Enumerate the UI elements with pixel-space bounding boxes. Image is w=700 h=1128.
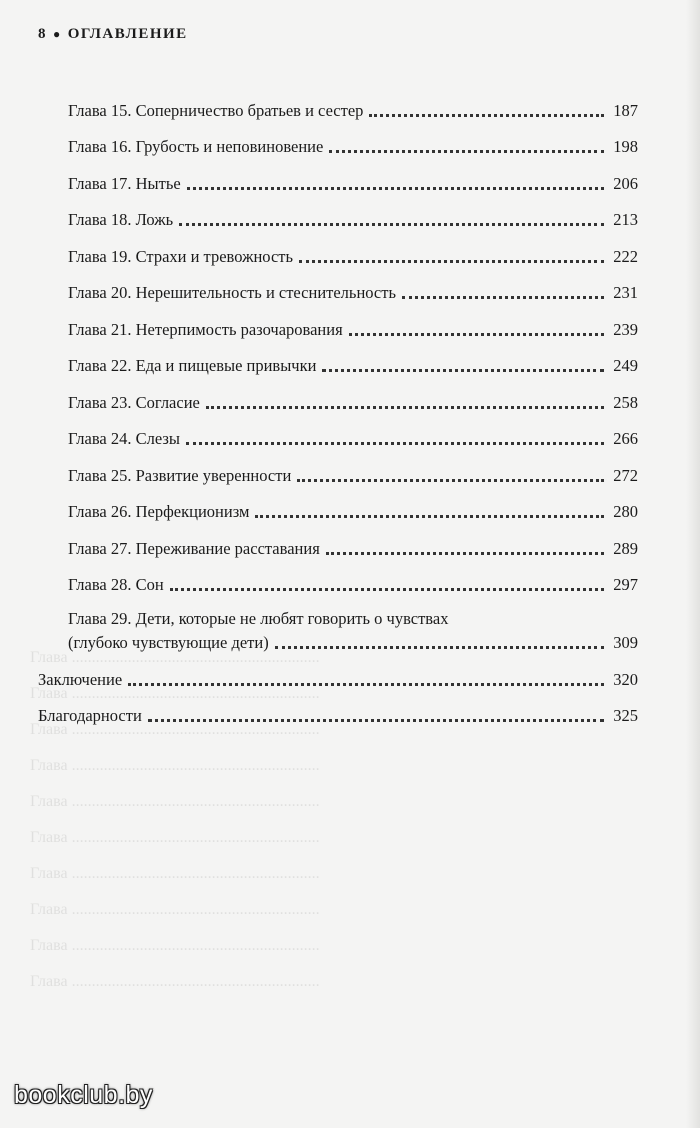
toc-entry-label: Глава 17. Нытье [68,173,181,193]
toc-entry-page: 258 [613,392,638,412]
dot-leader [326,552,604,555]
toc-entry-chapter-27[interactable] [38,524,638,561]
toc-entry-chapter-23[interactable] [38,378,638,415]
dot-leader [299,260,604,263]
toc-entry-label: Глава 18. Ложь [68,210,174,229]
toc-entry-label: Заключение [38,669,123,689]
toc-entry-label: Глава 25. Развитие уверенности [68,465,292,485]
table-of-contents [38,86,638,728]
watermark: bookclub.by [14,1081,153,1109]
toc-entry-page: 309 [613,633,638,652]
page-number: 8 [38,26,47,42]
toc-entry-page: 297 [613,575,638,594]
toc-entry-chapter-25[interactable] [38,451,638,488]
toc-entry-page: 213 [613,210,638,229]
toc-entry-label: Глава 27. Переживание расставания [68,538,320,558]
toc-entry-conclusion[interactable] [38,655,638,692]
toc-entry-label: Глава 24. Слезы [68,429,180,448]
toc-entry-chapter-19[interactable] [38,232,638,269]
toc-entry-chapter-28[interactable] [38,561,638,598]
dot-leader [402,296,604,299]
toc-entry-label: Глава 22. Еда и пищевые привычки [68,356,317,375]
toc-entry-chapter-16[interactable] [38,123,638,160]
bullet-icon: ● [53,27,62,41]
dot-leader [170,588,604,591]
toc-entry-chapter-22[interactable] [38,342,638,379]
toc-entry-label: Глава 26. Перфекционизм [68,502,250,521]
toc-entry-label: Глава 16. Грубость и неповиновение [68,137,324,156]
toc-entry-label: Глава 20. Нерешительность и стеснительность [68,283,396,302]
toc-entry-label: Благодарности [38,706,142,725]
dot-leader [206,406,604,409]
toc-entry-page: 249 [613,356,638,375]
toc-entry-acknowledgements[interactable] [38,692,638,729]
toc-entry-page: 198 [613,137,638,156]
dot-leader [128,683,604,686]
toc-entry-page: 266 [613,429,638,448]
toc-entry-label: Глава 21. Нетерпимость разочарования [68,319,343,339]
dot-leader [186,442,604,445]
toc-entry-label-continued: (глубоко чувствующие дети) [68,633,269,652]
bleed-through-text: Глава .............................................................. Глава .............................................................. Глава .............................................................. Глава .............................................................. Глава .............................................................. Глава .............................................................. Глава .............................................................. Глава .............................................................. Глава .............................................................. Глава .............................................................. [30,649,320,990]
toc-entry-chapter-26[interactable] [38,488,638,525]
section-title: ОГЛАВЛЕНИЕ [67,26,188,42]
toc-entry-page: 272 [613,465,638,485]
toc-entry-page: 289 [613,538,638,558]
dot-leader [369,114,604,117]
toc-entry-label: Глава 23. Согласие [68,392,200,412]
dot-leader [322,369,604,372]
dot-leader [329,150,604,153]
toc-entry-page: 325 [613,706,638,725]
toc-entry-chapter-18[interactable] [38,196,638,233]
toc-entry-label: Глава 29. Дети, которые не любят говорить о чувствах [68,609,449,628]
toc-entry-page: 239 [613,319,638,339]
toc-entry-page: 187 [613,100,638,120]
dot-leader [148,719,604,722]
dot-leader [179,223,604,226]
toc-entry-label: Глава 28. Сон [68,575,164,594]
toc-entry-label: Глава 15. Соперничество братьев и сестер [68,100,364,120]
toc-entry-label: Глава 19. Страхи и тревожность [68,246,294,266]
toc-entry-chapter-24[interactable] [38,415,638,452]
toc-entry-chapter-20[interactable] [38,269,638,306]
toc-entry-chapter-17[interactable] [38,159,638,196]
toc-entry-page: 231 [613,283,638,302]
toc-entry-chapter-21[interactable] [38,305,638,342]
toc-entry-chapter-29[interactable] [38,597,638,655]
dot-leader [255,515,604,518]
toc-entry-chapter-15[interactable] [38,86,638,123]
dot-leader [349,333,604,336]
dot-leader [297,479,604,482]
toc-entry-page: 320 [613,669,638,689]
page-edge [686,0,700,1128]
dot-leader [275,646,604,649]
toc-entry-page: 280 [613,502,638,521]
toc-entry-page: 222 [613,246,638,266]
running-header [38,26,188,43]
toc-entry-page: 206 [613,173,638,193]
dot-leader [187,187,604,190]
